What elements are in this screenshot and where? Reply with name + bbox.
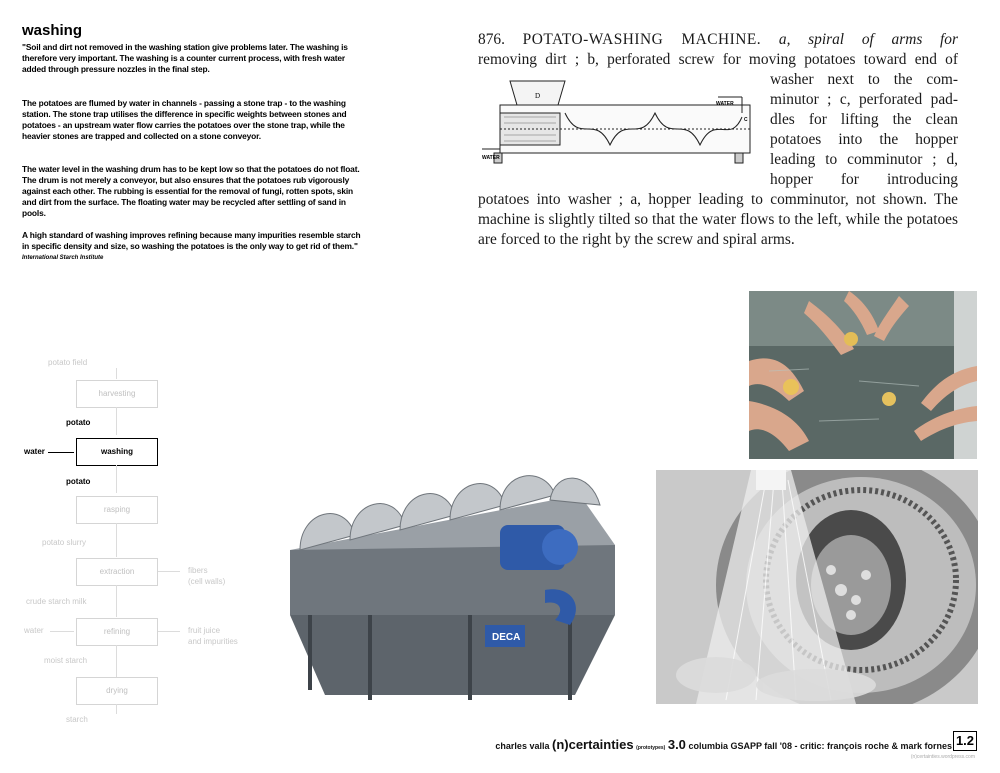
flow-between-label: crude starch milk xyxy=(26,597,87,606)
washing-drum-photo xyxy=(656,470,978,704)
potato-washer-diagram xyxy=(480,75,765,170)
intro-paragraph-4: A high standard of washing improves refining because many impurities resemble starch in specific density and size, so washing the potatoes is the only way to get rid of them." xyxy=(22,230,361,251)
flow-connector xyxy=(116,523,117,557)
article-number: 876. xyxy=(478,31,505,48)
flow-input-arrow xyxy=(50,631,74,632)
intro-paragraph-2: The potatoes are flumed by water in channels - passing a stone trap - to the washing station. The stone trap utilises the difference in specific weights between stones and potatoes - an upstream water flow carries the potatoes over the stone trap, while the heavier stones are trapped and collected on a stone conveyor. xyxy=(22,98,347,141)
diagram-label-c: C xyxy=(744,117,748,123)
flow-step-washing: washing xyxy=(76,438,158,466)
flow-input-arrow xyxy=(48,452,74,453)
hands-washing-photo xyxy=(749,291,977,459)
article-tail: potatoes into washer ; a, hopper leading to comminutor, not shown. The machine is slightly tilted so that the water flows to the left, while the potatoes are forced to the right by the screw and spiral arms. xyxy=(478,191,958,248)
footer-version: 3.0 xyxy=(667,737,686,752)
flow-input-water-2: water xyxy=(24,626,44,635)
flow-step-rasping: rasping xyxy=(76,496,158,524)
flow-output-fibers-note: (cell walls) xyxy=(188,577,226,586)
flow-connector xyxy=(116,407,117,435)
footer-course: columbia GSAPP fall '08 - critic: françois roche & mark fornes xyxy=(688,741,952,751)
flow-step-extraction: extraction xyxy=(76,558,158,586)
flow-between-label: potato xyxy=(66,418,91,427)
diagram-label-water-top: WATER xyxy=(716,101,734,107)
flow-connector xyxy=(116,585,117,617)
flow-step-refining: refining xyxy=(76,618,158,646)
flow-step-drying: drying xyxy=(76,677,158,705)
article-wrap-line: washer next to the com- xyxy=(770,71,958,88)
flow-connector xyxy=(116,368,117,379)
diagram-label-water-left: WATER xyxy=(482,155,500,161)
article-wrapped-lines xyxy=(770,70,958,190)
flow-output-juice-note: and impurities xyxy=(188,637,238,646)
deca-brand-label: DECA xyxy=(492,632,521,643)
flow-connector xyxy=(116,704,117,714)
flow-between-label: moist starch xyxy=(44,656,88,665)
flow-between-label: potato xyxy=(66,477,91,486)
flow-between-label: potato slurry xyxy=(42,538,87,547)
page-number: 1.2 xyxy=(953,731,977,751)
flow-connector xyxy=(116,645,117,677)
article-wrap-line: leading to comminutor ; d, xyxy=(770,151,958,168)
footer-credits xyxy=(495,737,952,752)
flow-end-label: starch xyxy=(66,715,88,724)
footer-tag: (prototypes) xyxy=(636,745,666,751)
flow-output-fibers: fibers xyxy=(188,566,208,575)
flow-output-arrow xyxy=(158,571,180,572)
footer-author: charles valla xyxy=(495,741,550,751)
article-line-2: removing dirt ; b, perforated screw for moving potatoes toward end of xyxy=(478,51,958,68)
article-line-1-text: a, spiral of arms for xyxy=(778,31,958,48)
flow-output-arrow xyxy=(158,631,180,632)
intro-source: International Starch Institute xyxy=(22,255,104,261)
article-line-1 xyxy=(478,30,958,50)
footer-project: certainties xyxy=(568,737,634,752)
footer-paren: (n) xyxy=(551,737,569,752)
flow-output-juice: fruit juice xyxy=(188,626,221,635)
flow-connector xyxy=(116,465,117,493)
article-title: POTATO-WASHING MACHINE. xyxy=(522,31,762,48)
article-wrap-line: minutor ; c, perforated pad- xyxy=(770,91,958,108)
article-wrap-line: potatoes into the hopper xyxy=(770,131,958,148)
intro-paragraph-3: The water level in the washing drum has to be kept low so that the potatoes do not float. The drum is not merely a conveyor, but also ensures that the potatoes rub vigorously against each other. The rubbing is essential for the removal of fungi, rotten spots, skin and dirt from the surface. The floating water may be recycled after settling of sand in pools. xyxy=(22,164,360,218)
footer-url: (n)certainties.wordpress.com xyxy=(910,754,975,760)
flow-step-harvesting: harvesting xyxy=(76,380,158,408)
diagram-label-hopper: D xyxy=(535,92,541,100)
intro-paragraph-1: "Soil and dirt not removed in the washing station give problems later. The washing is therefore very important. The washing is a counter current process, with fresh water added through pressure nozzles in the final step. xyxy=(22,42,348,74)
article-wrap-line: dles for lifting the clean xyxy=(770,111,958,128)
section-heading: washing xyxy=(22,22,83,39)
flow-start-label: potato field xyxy=(48,358,88,367)
article-wrap-line: hopper for introducing xyxy=(770,171,958,188)
flow-input-water: water xyxy=(24,447,45,456)
drum-washer-machine-photo xyxy=(270,465,635,710)
